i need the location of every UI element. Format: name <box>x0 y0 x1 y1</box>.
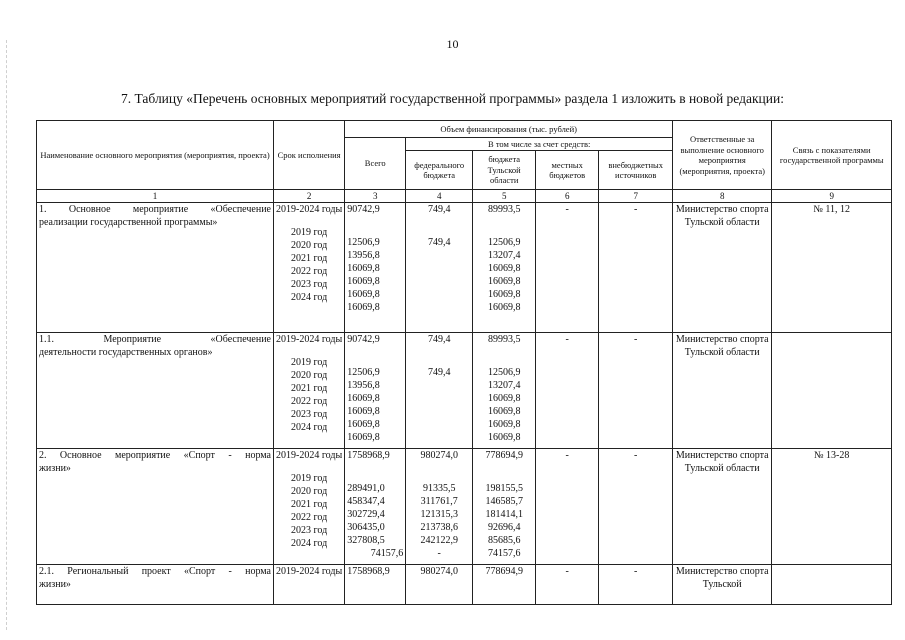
regional-value: 89993,5 <box>487 334 521 345</box>
col-number: 3 <box>345 190 406 203</box>
measure-name <box>37 565 274 605</box>
federal-cell: 980274,0 <box>406 565 473 605</box>
column-number-row <box>37 190 892 203</box>
year-total: 16069,8 <box>347 276 380 287</box>
link-cell: № 13-28 <box>772 449 892 565</box>
col-number: 9 <box>772 190 892 203</box>
year-regional: 74157,6 <box>487 548 521 559</box>
term-cell <box>274 333 345 449</box>
measure-name-line1: 2.1. Региональный проект «Спорт - норма <box>39 566 271 577</box>
hdr-including: В том числе за счет средств: <box>406 138 673 151</box>
year-total: 458347,4 <box>347 496 385 507</box>
col-number: 4 <box>406 190 473 203</box>
year-regional: 16069,8 <box>487 302 521 313</box>
term-value: 2019-2024 годы <box>276 450 343 461</box>
year-total: 289491,0 <box>347 483 385 494</box>
federal-cell <box>406 449 473 565</box>
measures-table <box>36 120 892 605</box>
year-label: 2021 год <box>291 499 328 510</box>
year-total: 12506,9 <box>347 237 380 248</box>
hdr-total: Всего <box>345 138 406 190</box>
year-label: 2019 год <box>291 357 328 368</box>
year-federal: 121315,3 <box>420 509 458 520</box>
col-number: 6 <box>536 190 599 203</box>
col-number: 2 <box>274 190 345 203</box>
section-heading: 7. Таблицу «Перечень основных мероприятий государственной программы» раздела 1 изложить в новой редакции: <box>121 91 784 106</box>
measure-name-line2: жизни» <box>39 463 71 474</box>
term-value: 2019-2024 годы <box>276 204 343 215</box>
local-cell: - <box>536 203 599 333</box>
year-federal: 91335,5 <box>422 483 456 494</box>
year-regional: 198155,5 <box>485 483 523 494</box>
year-label: 2020 год <box>291 370 328 381</box>
extrabudget-cell: - <box>599 449 673 565</box>
hdr-responsible: Ответственные за выполнение основного мероприятия (мероприятия, проекта) <box>673 121 772 190</box>
link-cell: № 11, 12 <box>772 203 892 333</box>
federal-cell <box>406 203 473 333</box>
year-label: 2023 год <box>291 279 328 290</box>
year-regional: 16069,8 <box>487 406 521 417</box>
hdr-name: Наименование основного мероприятия (мероприятия, проекта) <box>37 121 274 190</box>
year-regional: 13207,4 <box>487 380 521 391</box>
year-total: 13956,8 <box>347 250 380 261</box>
hdr-federal: федерального бюджета <box>406 151 473 190</box>
year-label: 2019 год <box>291 473 328 484</box>
year-regional: 181414,1 <box>485 509 523 520</box>
total-value: 90742,9 <box>347 204 380 215</box>
header-row-1 <box>37 121 892 138</box>
year-total: 16069,8 <box>347 393 380 404</box>
year-federal: 749,4 <box>427 237 451 248</box>
year-federal: 242122,9 <box>420 535 458 546</box>
year-label: 2022 год <box>291 512 328 523</box>
responsible-cell: Министерство спорта Тульской <box>673 565 772 605</box>
year-label: 2020 год <box>291 486 328 497</box>
regional-cell <box>473 333 536 449</box>
year-total: 74157,6 <box>370 548 404 559</box>
local-cell: - <box>536 449 599 565</box>
link-cell <box>772 333 892 449</box>
federal-cell <box>406 333 473 449</box>
total-value: 90742,9 <box>347 334 380 345</box>
measure-name-line2: деятельности государственных органов» <box>39 347 213 358</box>
responsible-cell: Министерство спорта Тульской области <box>673 203 772 333</box>
year-federal: - <box>437 548 441 559</box>
year-total: 16069,8 <box>347 432 380 443</box>
measure-name-line1: 2. Основное мероприятие «Спорт - норма <box>39 450 271 461</box>
term-cell: 2019-2024 годы <box>274 565 345 605</box>
hdr-regional: бюджета Тульской области <box>473 151 536 190</box>
total-cell <box>345 203 406 333</box>
year-regional: 12506,9 <box>487 367 521 378</box>
col-number: 7 <box>599 190 673 203</box>
year-total: 16069,8 <box>347 302 380 313</box>
year-label: 2023 год <box>291 525 328 536</box>
year-label: 2019 год <box>291 227 328 238</box>
year-total: 302729,4 <box>347 509 385 520</box>
extrabudget-cell: - <box>599 333 673 449</box>
term-cell <box>274 449 345 565</box>
regional-value: 778694,9 <box>485 450 523 461</box>
year-total: 306435,0 <box>347 522 385 533</box>
responsible-cell: Министерство спорта Тульской области <box>673 449 772 565</box>
year-total: 13956,8 <box>347 380 380 391</box>
local-cell: - <box>536 333 599 449</box>
year-regional: 16069,8 <box>487 432 521 443</box>
year-regional: 12506,9 <box>487 237 521 248</box>
regional-cell <box>473 449 536 565</box>
page-edge-dashes <box>6 40 7 630</box>
measure-name <box>37 333 274 449</box>
extrabudget-cell: - <box>599 565 673 605</box>
total-cell: 1758968,9 <box>345 565 406 605</box>
year-regional: 92696,4 <box>487 522 521 533</box>
year-label: 2024 год <box>291 292 328 303</box>
responsible-cell: Министерство спорта Тульской области <box>673 333 772 449</box>
measure-name-line1: 1. Основное мероприятие «Обеспечение <box>39 204 271 215</box>
year-regional: 16069,8 <box>487 419 521 430</box>
measure-name-line2: реализации государственной программы» <box>39 217 218 228</box>
hdr-term: Срок исполнения <box>274 121 345 190</box>
year-regional: 16069,8 <box>487 393 521 404</box>
regional-cell: 778694,9 <box>473 565 536 605</box>
federal-value: 749,4 <box>427 204 451 215</box>
term-cell <box>274 203 345 333</box>
col-number: 5 <box>473 190 536 203</box>
hdr-link: Связь с показателями государственной программы <box>772 121 892 190</box>
hdr-extrabudget: внебюджетных источников <box>599 151 673 190</box>
page-number: 10 <box>446 37 459 51</box>
year-label: 2022 год <box>291 396 328 407</box>
link-cell <box>772 565 892 605</box>
year-total: 16069,8 <box>347 406 380 417</box>
total-cell <box>345 449 406 565</box>
measure-name <box>37 203 274 333</box>
measure-name <box>37 449 274 565</box>
federal-value: 980274,0 <box>420 450 458 461</box>
table-row <box>37 449 892 565</box>
year-total: 16069,8 <box>347 419 380 430</box>
col-number: 1 <box>37 190 274 203</box>
extrabudget-cell: - <box>599 203 673 333</box>
year-label: 2021 год <box>291 383 328 394</box>
total-value: 1758968,9 <box>347 450 390 461</box>
year-regional: 85685,6 <box>487 535 521 546</box>
year-regional: 16069,8 <box>487 289 521 300</box>
year-regional: 16069,8 <box>487 276 521 287</box>
regional-cell <box>473 203 536 333</box>
year-regional: 16069,8 <box>487 263 521 274</box>
year-label: 2023 год <box>291 409 328 420</box>
local-cell: - <box>536 565 599 605</box>
table-row <box>37 203 892 333</box>
federal-value: 749,4 <box>427 334 451 345</box>
year-federal: 213738,6 <box>420 522 458 533</box>
year-federal: 311761,7 <box>420 496 458 507</box>
regional-value: 89993,5 <box>487 204 521 215</box>
total-cell <box>345 333 406 449</box>
year-total: 16069,8 <box>347 263 380 274</box>
table-row <box>37 565 892 605</box>
col-number: 8 <box>673 190 772 203</box>
year-federal: 749,4 <box>427 367 451 378</box>
measure-name-line2: жизни» <box>39 579 71 590</box>
term-value: 2019-2024 годы <box>276 334 343 345</box>
year-regional: 146585,7 <box>485 496 523 507</box>
table-row <box>37 333 892 449</box>
year-label: 2024 год <box>291 538 328 549</box>
year-label: 2024 год <box>291 422 328 433</box>
year-total: 16069,8 <box>347 289 380 300</box>
year-label: 2020 год <box>291 240 328 251</box>
year-regional: 13207,4 <box>487 250 521 261</box>
year-total: 327808,5 <box>347 535 385 546</box>
hdr-local: местных бюджетов <box>536 151 599 190</box>
hdr-financing: Объем финансирования (тыс. рублей) <box>345 121 673 138</box>
year-label: 2022 год <box>291 266 328 277</box>
measure-name-line1: 1.1. Мероприятие «Обеспечение <box>39 334 271 345</box>
year-label: 2021 год <box>291 253 328 264</box>
year-total: 12506,9 <box>347 367 380 378</box>
